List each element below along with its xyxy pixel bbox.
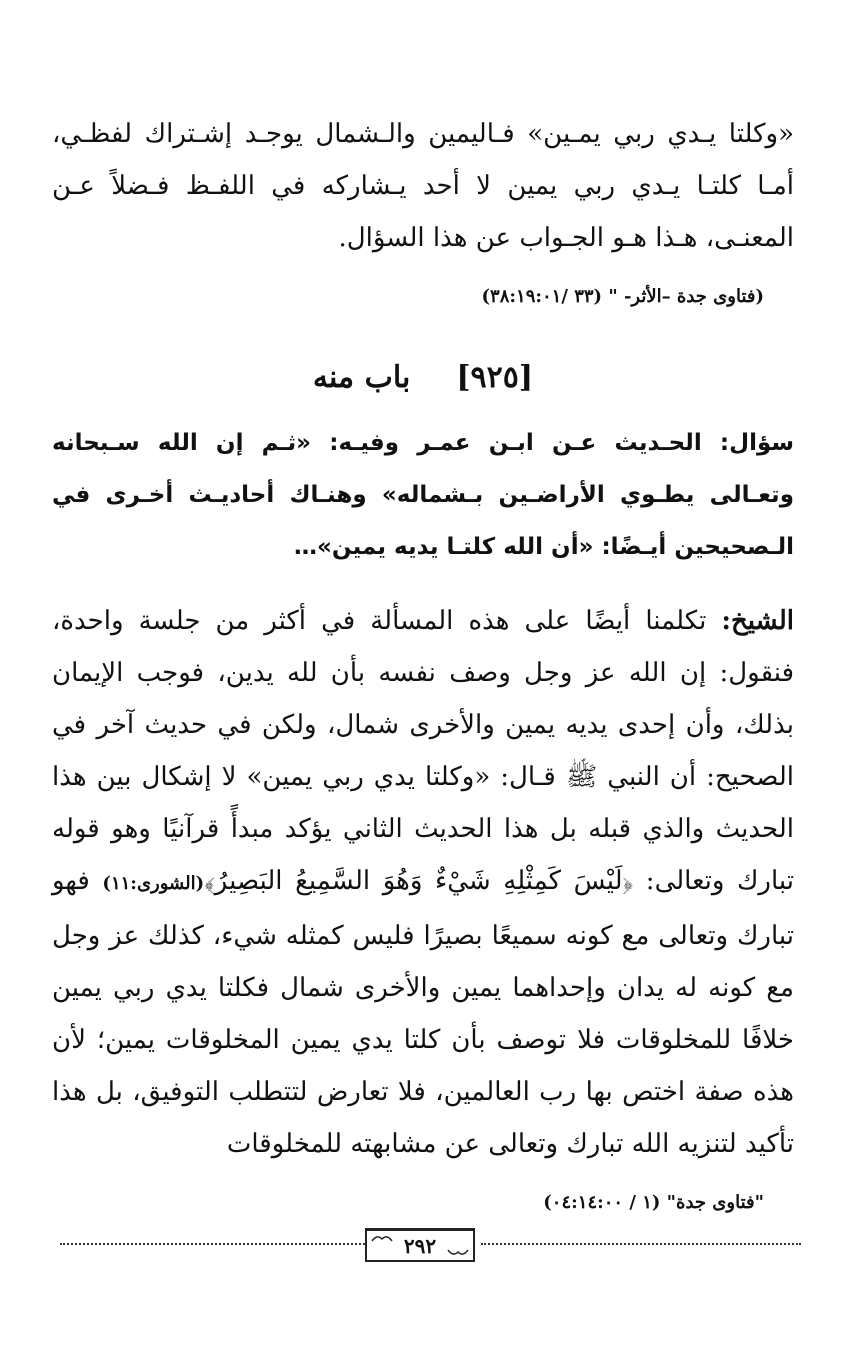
section-heading xyxy=(52,360,794,395)
page-number: ٢٩٢ xyxy=(403,1234,437,1258)
question-label: سؤال: xyxy=(719,430,794,456)
answer-text-after-quran: فهو تبارك وتعالى مع كونه سميعًا بصيرًا فليس كمثله شيء، كذلك عز وجل مع كونه له يدان وإحداهما يمين والأخرى شمال فكلتا يدي ربي يمين خلافًا للمخلوقات فلا توصف بأن كلتا يدي يمين المخلوقات يمين؛ لأن هذه صفة اختص بها رب العالمين، فلا تعارض لتتطلب التوفيق، بل هذا تأكيد لتنزيه الله تبارك وتعالى عن مشابهته للمخلوقات xyxy=(52,866,794,1159)
ornament-top-icon xyxy=(371,1233,393,1243)
intro-paragraph: «وكلتا يـدي ربي يمـين» فـاليمين والـشمال يوجـد إشـتراك لفظـي، أمـا كلتـا يـدي ربي يمين لا أحد يـشاركه في اللفـظ فـضلاً عـن المعنـى، هـذا هـو الجـواب عن هذا السؤال. xyxy=(52,119,794,253)
answer-reference: "فتاوى جدة" (١ / ٠٤:١٤:٠٠) xyxy=(543,1192,764,1213)
question-paragraph xyxy=(52,417,794,573)
section-number: [٩٢٥] xyxy=(456,360,534,395)
footer-rule-right xyxy=(481,1243,801,1245)
section-title: باب منه xyxy=(312,360,411,395)
page-footer xyxy=(60,1228,801,1268)
intro-reference: (فتاوى جدة –الأثر- " (٣٣ /٣٨:١٩:٠١) xyxy=(481,286,764,307)
quran-verse: ﴿لَيْسَ كَمِثْلِهِ شَيْءٌ وَهُوَ السَّمِيعُ البَصِيرُ﴾ xyxy=(204,866,634,896)
page-number-frame xyxy=(365,1228,475,1262)
answer-text-before-quran: تكلمنا أيضًا على هذه المسألة في أكثر من جلسة واحدة، فنقول: إن الله عز وجل وصف نفسه بأن لله يدين، فوجب الإيمان بذلك، وأن إحدى يديه يمين والأخرى شمال، ولكن في حديث آخر في الصحيح: أن النبي ﷺ قـال: «وكلتا يدي ربي يمين» لا إشكال بين هذا الحديث والذي قبله بل هذا الحديث الثاني يؤكد مبدأً قرآنيًا وهو قوله تبارك وتعالى: xyxy=(52,606,794,896)
answer-label: الشيخ: xyxy=(721,606,794,636)
answer-paragraph xyxy=(52,595,794,1170)
footer-rule-left xyxy=(60,1243,365,1245)
ornament-bottom-icon xyxy=(447,1248,469,1258)
question-text: الحـديث عـن ابـن عمـر وفيـه: «ثـم إن الله سـبحانه وتعـالى يطـوي الأراضـين بـشماله» وهنـاك أحاديـث أخـرى في الـصحيحين أيـضًا: «أن الله كلتـا يديه يمين»… xyxy=(52,430,794,560)
page-body xyxy=(52,108,794,1218)
quran-reference: (الشورى:١١) xyxy=(102,873,205,894)
